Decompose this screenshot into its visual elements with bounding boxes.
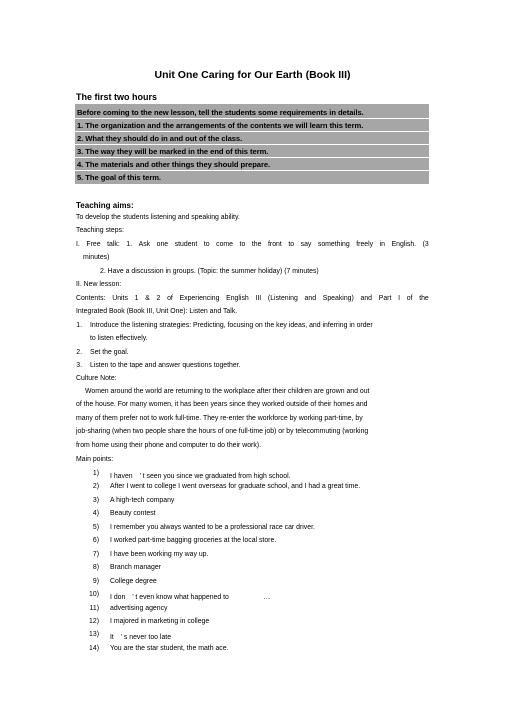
- document-title: Unit One Caring for Our Earth (Book III): [154, 69, 351, 81]
- item-text: It ’ s never too late: [110, 634, 172, 642]
- item-number: 14): [89, 644, 99, 652]
- item-number: 4): [92, 510, 99, 518]
- divider: [75, 118, 429, 119]
- culture-note-line: many of them prefer not to work full-time. They re-enter the workforce by working part-time, by: [76, 414, 363, 422]
- free-talk-word: one: [156, 241, 169, 248]
- item-text: Set the goal.: [90, 349, 129, 356]
- item-number: 10): [89, 591, 99, 599]
- item-text: Beauty contest: [110, 510, 156, 518]
- item-text: I haven ’ t seen you since we graduated from high school.: [110, 473, 291, 480]
- culture-note-line: job-sharing (when two people share the hours of one full-time job) or by telecommuting (working: [76, 428, 369, 436]
- item-text: advertising agency: [110, 604, 168, 612]
- item-text: Introduce the listening strategies: Predicting, focusing on the key ideas, and inferring in order: [90, 322, 373, 329]
- contents-word: Speaking): [322, 295, 354, 302]
- contents-word: English: [226, 295, 249, 302]
- contents-word: 2: [156, 295, 161, 302]
- contents-line: [76, 295, 429, 302]
- requirement-item: 4. The materials and other things they should prepare.: [77, 160, 271, 169]
- teaching-steps-label: Teaching steps:: [76, 227, 124, 234]
- free-talk-line: [76, 241, 429, 248]
- item-text: I majored in marketing in college: [110, 617, 210, 625]
- divider: [75, 144, 429, 145]
- free-talk-word: front: [267, 241, 282, 248]
- requirement-item: 3. The way they will be marked in the end of this term.: [77, 147, 269, 156]
- item-number: 1): [92, 470, 99, 477]
- contents-word: I: [398, 295, 400, 302]
- item-text: to listen effectively.: [90, 335, 148, 342]
- item-number: 2): [92, 483, 99, 491]
- contents-word: Units: [112, 295, 128, 302]
- free-talk-word: to: [288, 241, 295, 248]
- free-talk-word: the: [251, 241, 262, 248]
- item-text: College degree: [110, 577, 157, 585]
- free-talk-continuation: minutes): [83, 254, 110, 261]
- culture-note-label: Culture Note:: [76, 375, 117, 382]
- contents-word: of: [406, 295, 413, 302]
- contents-word: III: [255, 295, 262, 302]
- item-number: 9): [92, 577, 99, 585]
- free-talk-word: in: [379, 241, 386, 248]
- contents-word: and: [360, 295, 372, 302]
- main-points-label: Main points:: [76, 456, 114, 463]
- contents-continuation: Integrated Book (Book III, Unit One): Listen and Talk.: [76, 308, 238, 315]
- item-number: 5): [92, 523, 99, 531]
- culture-note-line: from home using their phone and computer to do their work).: [76, 441, 261, 449]
- free-talk-word: freely: [356, 241, 374, 248]
- free-talk-word: to: [239, 241, 246, 248]
- item-text: I have been working my way up.: [110, 550, 209, 558]
- item-number: 2.: [76, 349, 82, 356]
- free-talk-word: to: [203, 241, 210, 248]
- item-text: You are the star student, the math ace.: [110, 644, 229, 652]
- section-heading: The first two hours: [76, 92, 157, 102]
- culture-note-line: of the house. For many women, it has been years since they worked outside of their homes and: [76, 401, 368, 409]
- free-talk-word: I.: [76, 241, 80, 248]
- free-talk-word: talk:: [107, 241, 120, 248]
- contents-word: Contents:: [76, 295, 106, 302]
- free-talk-word: 1.: [126, 241, 133, 248]
- contents-word: (Listening: [267, 295, 298, 302]
- divider: [75, 157, 429, 158]
- contents-word: and: [304, 295, 317, 302]
- teaching-aims-text: To develop the students listening and speaking ability.: [76, 214, 240, 221]
- requirement-item: 2. What they should do in and out of the class.: [77, 134, 243, 143]
- item-number: 7): [92, 550, 99, 558]
- divider: [75, 170, 429, 171]
- culture-note-line: Women around the world are returning to the workplace after their children are grown and out: [85, 388, 370, 395]
- contents-word: of: [167, 295, 173, 302]
- item-number: 12): [89, 617, 99, 625]
- new-lesson-heading: II. New lesson:: [76, 281, 122, 288]
- contents-word: &: [145, 295, 150, 302]
- item-number: 11): [89, 604, 99, 612]
- item-text: I don ’ t even know what happened to …: [110, 594, 271, 602]
- contents-word: 1: [134, 295, 139, 302]
- item-text: Listen to the tape and answer questions together.: [90, 362, 241, 369]
- item-number: 6): [92, 537, 99, 545]
- free-talk-word: English.: [391, 241, 417, 248]
- free-talk-word: come: [216, 241, 233, 248]
- item-number: 1.: [76, 322, 82, 329]
- item-number: 8): [92, 564, 99, 572]
- item-number: 3.: [76, 362, 82, 369]
- requirement-item: 5. The goal of this term.: [77, 173, 161, 182]
- discussion-line: 2. Have a discussion in groups. (Topic: the summer holiday) (7 minutes): [100, 268, 319, 275]
- free-talk-word: (3: [422, 241, 429, 248]
- free-talk-word: Free: [86, 241, 101, 248]
- requirements-intro: Before coming to the new lesson, tell the students some requirements in details.: [77, 108, 364, 117]
- divider: [75, 131, 429, 132]
- contents-word: Experiencing: [179, 295, 220, 302]
- free-talk-word: Ask: [138, 241, 151, 248]
- item-text: Branch manager: [110, 564, 161, 572]
- free-talk-word: say: [300, 241, 312, 248]
- free-talk-word: student: [174, 241, 198, 248]
- contents-word: the: [419, 295, 429, 302]
- item-number: 13): [89, 631, 99, 639]
- requirement-item: 1. The organization and the arrangements of the contents we will learn this term.: [77, 121, 364, 130]
- free-talk-word: something: [317, 241, 350, 248]
- teaching-aims-heading: Teaching aims:: [76, 201, 134, 210]
- item-text: After I went to college I went overseas for graduate school, and I had a great time.: [110, 483, 361, 491]
- contents-word: Part: [378, 295, 392, 302]
- item-number: 3): [92, 496, 99, 504]
- item-text: I remember you always wanted to be a professional race car driver.: [110, 523, 315, 531]
- item-text: I worked part-time bagging groceries at the local store.: [110, 537, 277, 545]
- item-text: A high-tech company: [110, 496, 175, 504]
